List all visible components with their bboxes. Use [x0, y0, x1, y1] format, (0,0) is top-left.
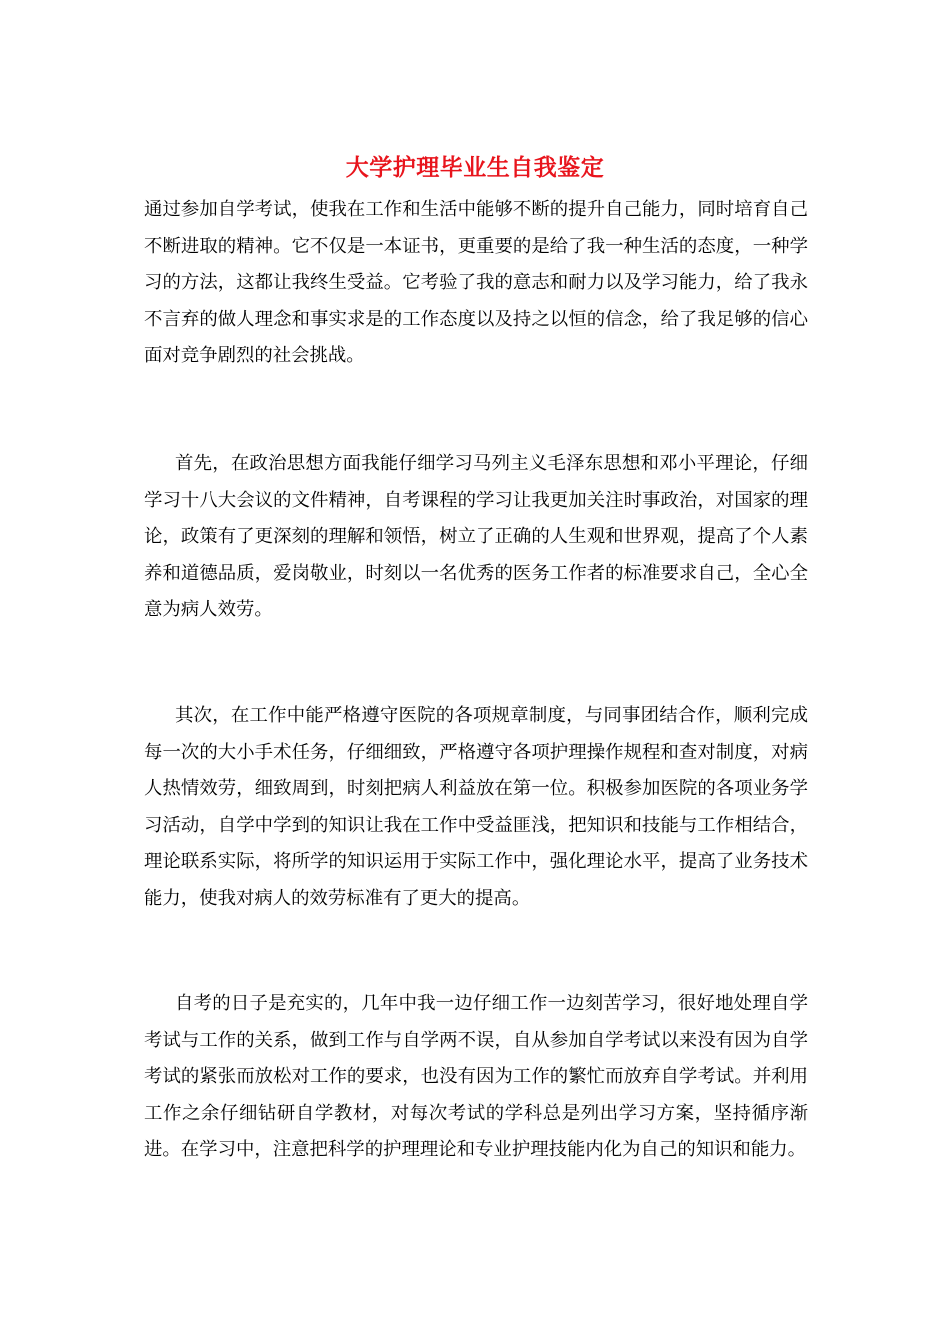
paragraph-intro: 通过参加自学考试，使我在工作和生活中能够不断的提升自己能力，同时培育自己不断进取的精神。它不仅是一本证书，更重要的是给了我一种生活的态度，一种学习的方法，这都让我终生受益。它考验了我的意志和耐力以及学习能力，给了我永不言弃的做人理念和事实求是的工作态度以及持之以恒的信念，给了我足够的信心面对竞争剧烈的社会挑战。 — [144, 199, 808, 367]
paragraph-political-thought: 首先，在政治思想方面我能仔细学习马列主义毛泽东思想和邓小平理论，仔细学习十八大会议的文件精神，自考课程的学习让我更加关注时事政治，对国家的理论，政策有了更深刻的理解和领悟，树立了正确的人生观和世界观，提高了个人素养和道德品质，爱岗敬业，时刻以一名优秀的医务工作者的标准要求自己，全心全意为病人效劳。 — [144, 453, 808, 621]
paragraph-self-study: 自考的日子是充实的，几年中我一边仔细工作一边刻苦学习，很好地处理自学考试与工作的关系，做到工作与自学两不误，自从参加自学考试以来没有因为自学考试的紧张而放松对工作的要求，也没有因为工作的繁忙而放弃自学考试。并利用工作之余仔细钻研自学教材，对每次考试的学科总是列出学习方案，坚持循序渐进。在学习中，注意把科学的护理理论和专业护理技能内化为自己的知识和能力。 — [144, 993, 808, 1161]
paragraph-work-performance: 其次，在工作中能严格遵守医院的各项规章制度，与同事团结合作，顺利完成每一次的大小手术任务，仔细细致，严格遵守各项护理操作规程和查对制度，对病人热情效劳，细致周到，时刻把病人利益放在第一位。积极参加医院的各项业务学习活动，自学中学到的知识让我在工作中受益匪浅，把知识和技能与工作相结合，理论联系实际，将所学的知识运用于实际工作中，强化理论水平，提高了业务技术能力，使我对病人的效劳标准有了更大的提高。 — [144, 705, 808, 909]
document-title: 大学护理毕业生自我鉴定 — [345, 154, 605, 181]
